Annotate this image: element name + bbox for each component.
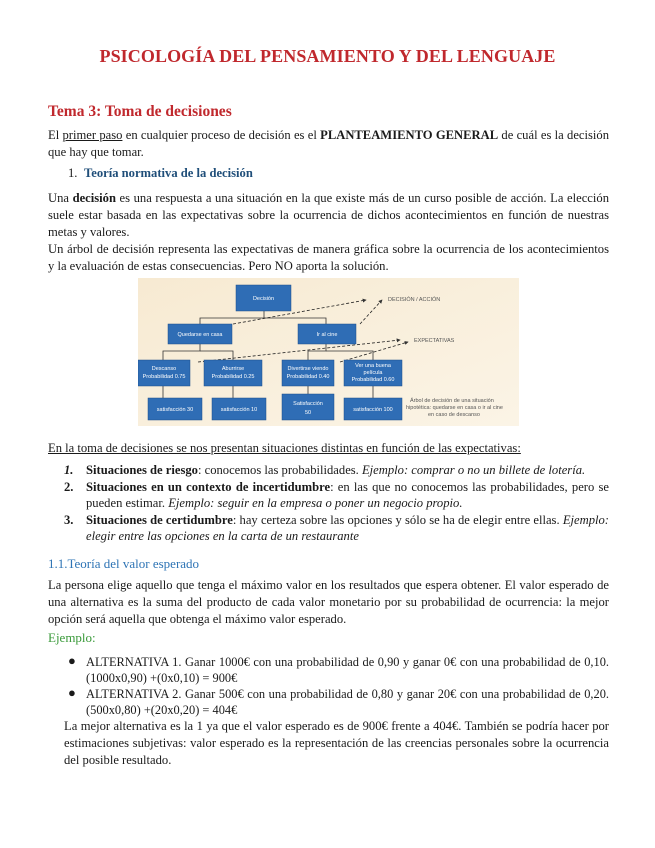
svg-text:película: película [363,370,383,376]
bullet-icon: ● [68,685,76,700]
svg-text:Probabilidad 0.60: Probabilidad 0.60 [351,377,395,383]
section-heading-expected-value: 1.1.Teoría del valor esperado [48,556,200,571]
bullet-icon: ● [68,653,76,668]
svg-text:50: 50 [304,410,312,416]
label-expectations: EXPECTATIVAS [414,338,455,344]
paragraph-decision-tree: Un árbol de decisión representa las expectativas de manera gráfica sobre la ocurrencia de los acontecimientos y la evaluación de estas consecuencias. Pero NO aporta la solución. [48,242,609,273]
node-expectation-3 [282,360,334,386]
list-item: 3. Situaciones de certidumbre: hay certeza sobre las opciones y sólo se ha de elegir entre ellas. Ejemplo: elegir entre las opciones en la carta de un restaurante [64,512,609,543]
node-satisfaction-3 [282,394,334,420]
list-item: 1. Situaciones de riesgo: conocemos las probabilidades. Ejemplo: comprar o no un billete de lotería. [64,463,586,477]
svg-text:Divertirse viendo: Divertirse viendo [287,366,329,372]
list-item: ● ALTERNATIVA 1. Ganar 1000€ con una probabilidad de 0,90 y ganar 0€ con una probabilidad de 0,10. (1000x0,90) +(0x0,10) = 900€ [68,653,609,685]
paragraph-conclusion: La mejor alternativa es la 1 ya que el valor esperado es de 900€ frente a 404€. También se podría hacer por estimaciones subjetivas: valor esperado es la representación de las creencias personales sobre la ocurrencia del posible resultado. [64,719,609,767]
paragraph-expected-value: La persona elige aquello que tenga el máximo valor en los resultados que espera obtener. El valor esperado de una alternativa es la suma del producto de cada valor monetario por su probabilidad de ocurrencia: la mejor opción será aquella que obtenga el máximo valor esperado. [48,578,609,626]
document-title: PSICOLOGÍA DEL PENSAMIENTO Y DEL LENGUAJE [99,46,556,66]
paragraph-situations-intro: En la toma de decisiones se nos presentan situaciones distintas en función de las expectativas: [48,441,521,455]
svg-text:Ver una buena: Ver una buena [355,363,391,369]
underlined-text: primer paso [62,128,123,142]
svg-text:Descanso: Descanso [151,366,177,372]
svg-text:Quedarse en casa: Quedarse en casa [177,332,223,338]
paragraph-decision-definition: Una decisión es una respuesta a una situación en la que existe más de un curso posible de acción. La elección suele estar basada en las expectativas sobre la ocurrencia de dichos acontecimientos en función de nuestras metas y valores. [48,191,609,239]
svg-text:Satisfacción: Satisfacción [293,401,323,407]
list-item: 2. Situaciones en un contexto de incertidumbre: en las que no conocemos las probabilidades, pero se pueden estimar. Ejemplo: seguir en la empresa o poner un negocio propio. [64,479,609,510]
label-decision-action: DECISIÓN / ACCIÓN [388,297,441,303]
figure-note-line1: Árbol de decisión de una situación [410,398,494,404]
svg-text:Aburrirse: Aburrirse [221,366,245,372]
topic-heading: Tema 3: Toma de decisiones [48,103,232,120]
svg-text:Probabilidad 0.40: Probabilidad 0.40 [286,374,330,380]
node-expectation-1 [138,360,190,386]
svg-text:satisfacción 100: satisfacción 100 [353,407,393,413]
figure-note-line3: en caso de descanso [428,412,480,418]
figure-note-line2: hipotética: quedarse en casa o ir al cine [406,405,503,411]
paragraph-first-step: El primer paso en cualquier proceso de decisión es el PLANTEAMIENTO GENERAL de cuál es la decisión que hay que tomar. [48,128,609,159]
alternatives-list [66,654,609,718]
svg-text:satisfacción 30: satisfacción 30 [156,407,194,413]
decision-tree-figure [138,278,519,426]
node-expectation-2 [204,360,262,386]
bold-text: PLANTEAMIENTO GENERAL [320,128,499,142]
svg-text:Probabilidad 0.25: Probabilidad 0.25 [211,374,255,380]
svg-text:satisfacción 10: satisfacción 10 [220,407,258,413]
example-heading: Ejemplo: [48,630,96,645]
list-item: ● ALTERNATIVA 2. Ganar 500€ con una probabilidad de 0,80 y ganar 20€ con una probabilidad de 0,20. (500x0,80) +(20x0,20) = 404€ [68,685,609,717]
node-decision-label: Decisión [252,296,275,302]
bold-text: decisión [72,191,116,205]
section-heading-normative: 1. Teoría normativa de la decisión [68,166,253,180]
svg-text:Ir al cine: Ir al cine [316,332,338,338]
svg-text:Probabilidad 0.75: Probabilidad 0.75 [142,374,186,380]
situations-list [64,462,609,545]
